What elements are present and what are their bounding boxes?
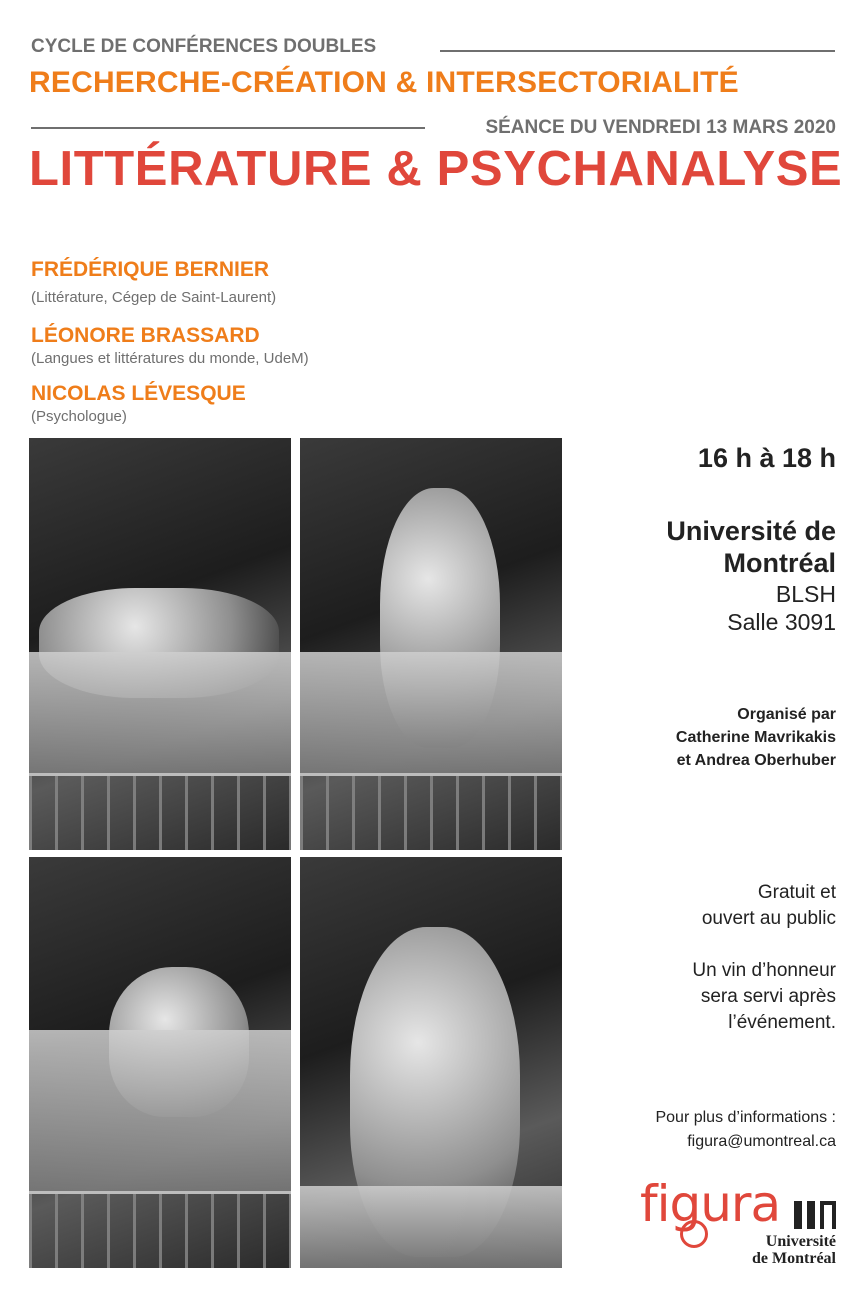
wine-line-3: l’événement.: [728, 1012, 836, 1033]
venue-line-2: Montréal: [723, 548, 836, 578]
speaker-affiliation-2: (Langues et littératures du monde, UdeM): [31, 350, 309, 367]
header-rule-top: [440, 50, 835, 52]
photo-sheet: [300, 652, 562, 776]
photo-top-right: [300, 438, 562, 850]
building: BLSH: [775, 581, 836, 607]
free-line-2: ouvert au public: [701, 908, 836, 929]
room-number: Salle 3091: [727, 609, 836, 635]
session-date: SÉANCE DU VENDREDI 13 MARS 2020: [485, 117, 836, 138]
venue-line-1: Université de: [666, 516, 836, 546]
event-title: LITTÉRATURE & PSYCHANALYSE: [29, 142, 843, 196]
venue: [666, 515, 836, 579]
speaker-affiliation-1: (Littérature, Cégep de Saint-Laurent): [31, 289, 277, 306]
info-label: Pour plus d’informations :: [655, 1109, 836, 1126]
wine-line-1: Un vin d’honneur: [692, 960, 836, 981]
organizers-label: Organisé par: [737, 706, 836, 723]
udem-logo-line-1: Université: [765, 1233, 836, 1250]
header-rule-bottom: [31, 127, 425, 129]
speaker-name-3: NICOLAS LÉVESQUE: [31, 382, 246, 405]
wine-reception: [692, 958, 836, 1036]
speaker-affiliation-3: (Psychologue): [31, 408, 127, 425]
organizer-2: et Andrea Oberhuber: [676, 752, 836, 769]
photo-bed-bars: [300, 776, 562, 850]
event-time: 16 h à 18 h: [697, 443, 836, 473]
figura-logo: figura: [640, 1175, 781, 1233]
photo-bed-bars: [29, 1194, 291, 1268]
wine-line-2: sera servi après: [700, 986, 836, 1007]
photo-bottom-left: [29, 857, 291, 1268]
contact-email[interactable]: figura@umontreal.ca: [687, 1133, 836, 1150]
photo-sheet: [300, 1186, 562, 1268]
contact-info: [655, 1106, 836, 1154]
photo-bottom-right: [300, 857, 562, 1268]
udem-logo: [752, 1233, 836, 1267]
figura-logo-ring: [680, 1220, 708, 1248]
free-line-1: Gratuit et: [757, 882, 836, 903]
speaker-name-2: LÉONORE BRASSARD: [31, 324, 260, 347]
photo-sheet: [29, 652, 291, 776]
venue-room: [727, 580, 836, 636]
free-admission: [702, 880, 836, 932]
udem-logo-line-2: de Montréal: [752, 1250, 836, 1267]
photo-bed-bars: [29, 776, 291, 850]
series-subtitle: RECHERCHE-CRÉATION & INTERSECTORIALITÉ: [29, 66, 739, 99]
organizers: [676, 703, 836, 772]
speaker-name-1: FRÉDÉRIQUE BERNIER: [31, 258, 270, 281]
organizer-1: Catherine Mavrikakis: [675, 729, 836, 746]
cycle-label: CYCLE DE CONFÉRENCES DOUBLES: [31, 36, 377, 57]
photo-sheet: [29, 1030, 291, 1194]
photo-top-left: [29, 438, 291, 850]
